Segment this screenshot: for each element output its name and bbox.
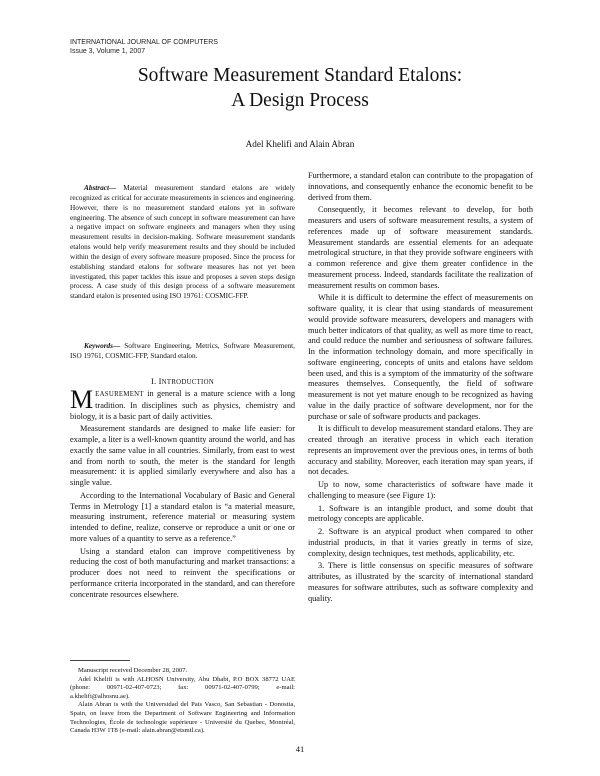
right-column-body	[308, 171, 533, 606]
footnote-author-2: Alain Abran is with the Universidad del Pais Vasco, San Sebastian - Donostia, Spain, on leave from the Department of Software Engineering and Information Technologies, École de technologie supérieure - Université du Quebec, Montréal, Canada H3W 1T8 (e-mail: alain.abran@etsmtl.ca).	[70, 701, 295, 735]
footnote-author-1: Adel Khelifi is with ALHOSN University, Abu Dhabi, P.O BOX 38772 UAE (phone: 00971-02-407-0723; fax: 00971-02-407-0799; e-mail: a.khelifi@alhosnu.ae).	[70, 675, 295, 700]
abstract-label: Abstract—	[84, 184, 117, 192]
right-paragraph-3: It is difficult to develop measurement standard etalons. They are created through an iterative process in which each iteration represents an improvement over the previous ones, in terms of both accuracy and stability. Moreover, each iteration may span years, if not decades.	[308, 424, 533, 477]
keywords-text: Software Engineering, Metrics, Software Measurement, ISO 19761, COSMIC-FFP, Standard etalon.	[70, 342, 295, 360]
footnote-rule	[70, 660, 130, 661]
right-paragraph-0: Furthermore, a standard etalon can contribute to the propagation of innovations, and consequently enhance the economic benefit to be derived from them.	[308, 171, 533, 202]
right-paragraph-4: Up to now, some characteristics of software have made it challenging to measure (see Figure 1):	[308, 480, 533, 500]
right-paragraph-1: Consequently, it becomes relevant to develop, for both measurers and users of software measurement results, a system of references made up of software measurement standards. Measurement standards are essential elements for an adequate metrological structure, in that they provide software engineers with a common reference and give them greater confidence in the measurement process. Indeed, standards facilitate the realization of measurement results on common bases.	[308, 205, 533, 290]
authors: Adel Khelifi and Alain Abran	[245, 139, 355, 149]
journal-name: INTERNATIONAL JOURNAL OF COMPUTERS	[70, 39, 218, 46]
footnotes	[70, 667, 295, 736]
intro-paragraph-1	[70, 385, 295, 422]
introduction-body	[70, 385, 295, 602]
intro-smallcaps: EASUREMENT	[95, 391, 144, 398]
paper-title	[40, 63, 560, 113]
page-number: 41	[295, 744, 305, 754]
intro-p1-text: in general is a mature science with a long tradition. In disciplines such as physics, chemistry and biology, it is a basic part of daily activities.	[70, 389, 295, 421]
section-title-rest: NTRODUCTION	[161, 379, 215, 386]
abstract-text: Material measurement standard etalons are widely recognized as critical for accurate measurements in sciences and engineering. However, there is no measurement standard etalons yet in software engineering. The absence of such concept in software measurement can have a negative impact on software engineers and managers when they using measurement results in decision-making. Software measurement standards etalons would help verify measurement results and they should be included within the design of every software measure proposed. Since the process for establishing standard etalons for software measures has not yet been investigated, this paper tackles this issue and proposes a seven steps design process. A case study of this design process of a software measurement standard etalon is presented using ISO 19761: COSMIC-FFP.	[70, 184, 295, 301]
list-item-1: 1. Software is an intangible product, and some doubt that metrology concepts are applicable.	[308, 503, 533, 524]
journal-header	[70, 39, 218, 56]
section-heading-introduction	[70, 376, 295, 386]
right-paragraph-2: While it is difficult to determine the effect of measurements on software quality, it is clear that using standards of measurement would provide software measurers, developers and managers with much better indicators of that quality, as well as more time to react, and could reduce the number and seriousness of software failures. In the information technology domain, and more specifically in software engineering, concepts of units and etalons have seldom been used, and this is a symptom of the immaturity of the software measures themselves. Consequently, the field of software measurement is not yet mature enough to be recognized as having value in the daily practice of software development, nor for the purchase or sale of software products and packages.	[308, 293, 533, 421]
intro-paragraph-3: According to the International Vocabulary of Basic and General Terms in Metrology [1] a standard etalon is “a material measure, measuring instrument, reference material or measuring system intended to define, realize, conserve or reproduce a unit or one or more values of a quantity to serve as a reference.”	[70, 490, 295, 543]
abstract	[70, 184, 295, 302]
keywords-label: Keywords—	[84, 342, 121, 350]
section-title-initial: I	[158, 376, 162, 386]
list-item-2: 2. Software is an atypical product when compared to other industrial products, in that it varies greatly in terms of size, complexity, design techniques, test methods, applicability, etc.	[308, 527, 533, 558]
journal-issue: Issue 3, Volume 1, 2007	[70, 47, 146, 55]
title-line-2: A Design Process	[231, 90, 369, 111]
keywords	[70, 342, 295, 362]
drop-cap: M	[70, 385, 94, 414]
section-number: I.	[150, 376, 157, 386]
list-item-3: 3. There is little consensus on specific measures of software attributes, as illustrated by the scarcity of international standard measures for software attributes, such as software complexity and quality.	[308, 561, 533, 603]
footnote-received: Manuscript received December 28, 2007.	[78, 667, 188, 674]
title-line-1: Software Measurement Standard Etalons:	[137, 65, 463, 86]
intro-paragraph-4: Using a standard etalon can improve competitiveness by reducing the cost of both manufacturing and market transactions: a producer does not need to reinvent the specifications or performance criteria incorporated in the standard, and can therefore concentrate resources elsewhere.	[70, 546, 295, 599]
intro-paragraph-2: Measurement standards are designed to make life easier: for example, a liter is a well-known quantity around the world, and has exactly the same value in all countries. Similarly, from east to west and from north to south, the meter is the standard for length measurement: it is applied similarly everywhere and also has a single value.	[70, 424, 295, 487]
